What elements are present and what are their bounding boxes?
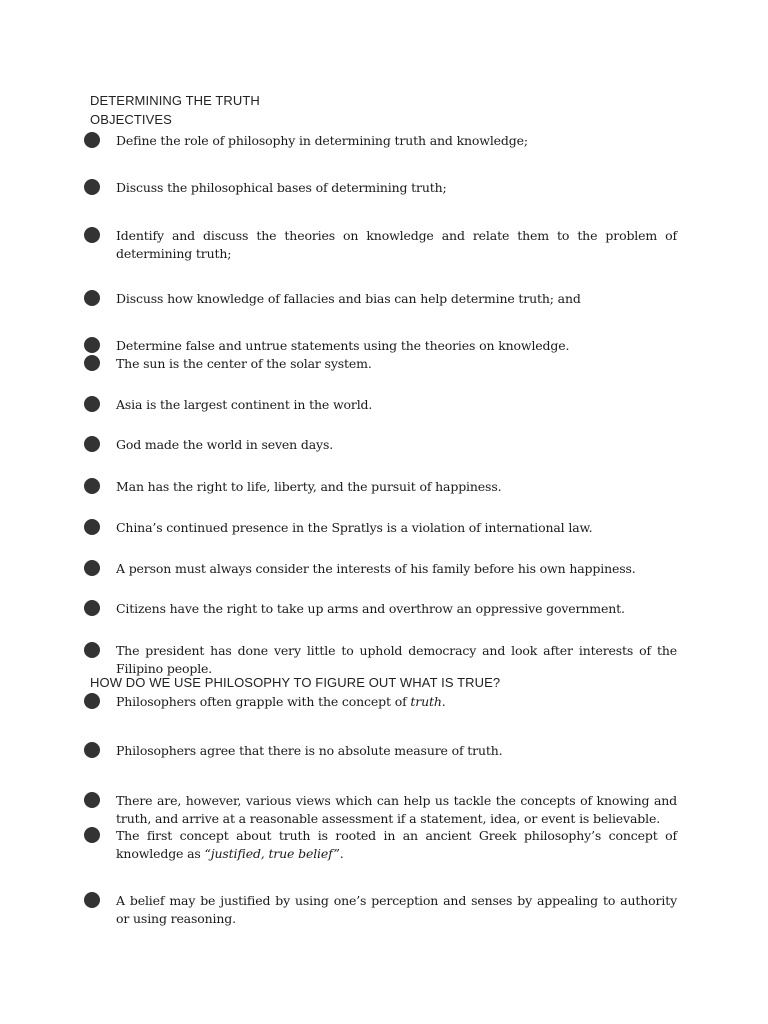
bullet-icon	[84, 179, 100, 195]
statement-item: Asia is the largest continent in the world.	[116, 396, 677, 414]
bullet-icon	[84, 478, 100, 494]
bullet-icon	[84, 892, 100, 908]
objective-item: Determine false and untrue statements using the theories on knowledge.	[116, 337, 677, 355]
bullet-icon	[84, 742, 100, 758]
objective-item: Define the role of philosophy in determining truth and knowledge;	[116, 132, 677, 150]
bullet-icon	[84, 227, 100, 243]
statement-item: God made the world in seven days.	[116, 436, 677, 454]
objective-item: Identify and discuss the theories on knowledge and relate them to the problem of determining truth;	[116, 227, 677, 263]
philosophy-point: A belief may be justified by using one’s perception and senses by appealing to authority or using reasoning.	[116, 892, 677, 928]
bullet-icon	[84, 337, 100, 353]
bullet-icon	[84, 519, 100, 535]
bullet-icon	[84, 560, 100, 576]
bullet-icon	[84, 132, 100, 148]
philosophy-point: Philosophers agree that there is no absolute measure of truth.	[116, 742, 677, 760]
philosophy-point: There are, however, various views which can help us tackle the concepts of knowing and truth, and arrive at a reasonable assessment if a statement, idea, or event is believable.	[116, 792, 677, 828]
section-heading: HOW DO WE USE PHILOSOPHY TO FIGURE OUT WHAT IS TRUE?	[90, 675, 501, 690]
bullet-icon	[84, 355, 100, 371]
objectives-heading: OBJECTIVES	[90, 112, 172, 127]
bullet-icon	[84, 693, 100, 709]
statement-item: Citizens have the right to take up arms and overthrow an oppressive government.	[116, 600, 677, 618]
objective-item: Discuss how knowledge of fallacies and bias can help determine truth; and	[116, 290, 677, 308]
statement-item: China’s continued presence in the Spratlys is a violation of international law.	[116, 519, 677, 537]
statement-item: The sun is the center of the solar system.	[116, 355, 677, 373]
philosophy-point: The first concept about truth is rooted in an ancient Greek philosophy’s concept of knowledge as “justified, true belief”.	[116, 827, 677, 863]
bullet-icon	[84, 396, 100, 412]
bullet-icon	[84, 827, 100, 843]
statement-item: The president has done very little to uphold democracy and look after interests of the Filipino people.	[116, 642, 677, 678]
statement-item: Man has the right to life, liberty, and the pursuit of happiness.	[116, 478, 677, 496]
bullet-icon	[84, 290, 100, 306]
bullet-icon	[84, 600, 100, 616]
objective-item: Discuss the philosophical bases of determining truth;	[116, 179, 677, 197]
philosophy-point: Philosophers often grapple with the concept of truth.	[116, 693, 677, 711]
bullet-icon	[84, 642, 100, 658]
bullet-icon	[84, 436, 100, 452]
document-title: DETERMINING THE TRUTH	[90, 93, 260, 108]
bullet-icon	[84, 792, 100, 808]
statement-item: A person must always consider the interests of his family before his own happiness.	[116, 560, 677, 578]
